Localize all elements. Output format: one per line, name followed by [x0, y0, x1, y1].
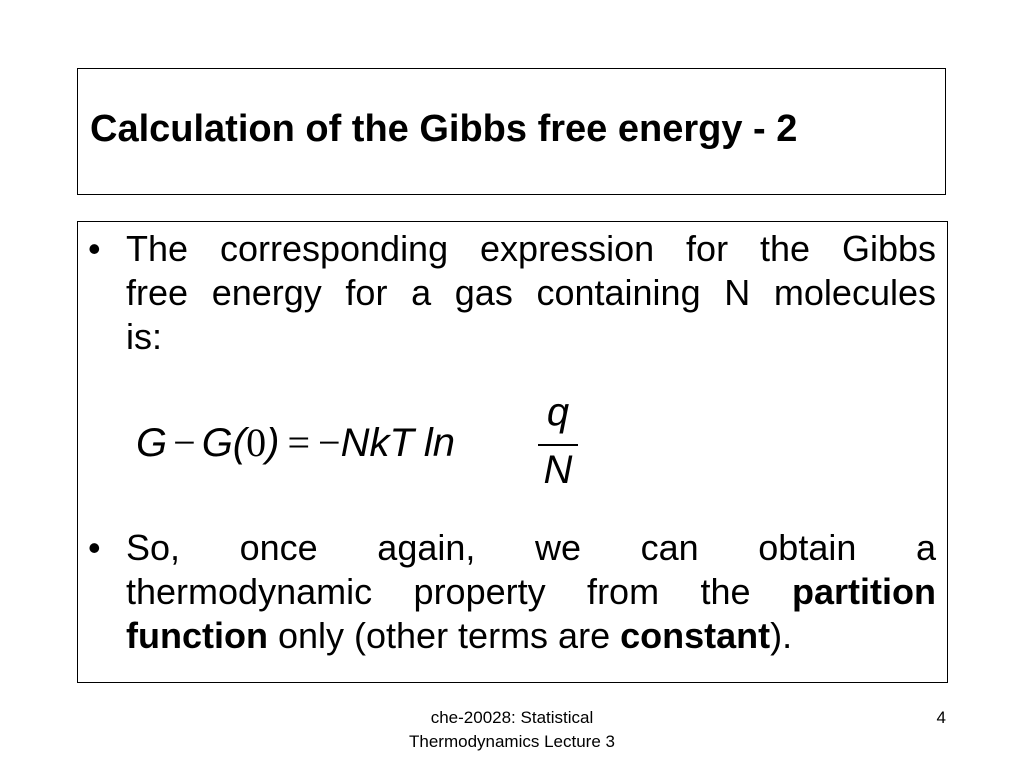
formula-NkT: NkT	[340, 421, 414, 465]
formula-equals: =	[287, 420, 311, 465]
page-number: 4	[936, 708, 946, 727]
bullet-2-line-2-text: thermodynamic property from the	[126, 571, 793, 612]
bullet-marker: •	[88, 527, 101, 568]
gibbs-formula	[136, 390, 596, 500]
formula-G: G	[136, 421, 168, 465]
bold-partition: partition	[792, 571, 936, 612]
formula-minus-1: −	[173, 420, 196, 465]
title-box	[77, 68, 946, 195]
bullet-1-line-2: free energy for a gas containing N molecules	[126, 272, 936, 313]
bullet-text-2	[126, 526, 936, 658]
fraction-bar	[538, 444, 578, 446]
formula-close-paren: )	[266, 421, 280, 465]
formula-fraction	[538, 390, 578, 500]
bullet-1-line-1: The corresponding expression for the Gibbs	[126, 228, 936, 269]
bullet-2-line-3-text: only (other terms are	[267, 615, 621, 656]
formula-minus-2: −	[318, 420, 341, 465]
footer-course-line-2: Thermodynamics Lecture 3	[409, 732, 615, 751]
bullet-2-line-3	[126, 614, 936, 658]
formula-G-paren: G(	[201, 421, 247, 465]
bullet-2-line-1: So, once again, we can obtain a	[126, 527, 936, 568]
bullet-2-line-2	[126, 570, 936, 614]
formula-zero: 0	[246, 420, 267, 465]
bullet-2-line-3-end: ).	[770, 615, 793, 656]
fraction-denominator: N	[543, 448, 573, 492]
bullet-text-1	[126, 227, 936, 359]
formula-ln: ln	[423, 421, 456, 465]
bold-function: function	[126, 615, 268, 656]
bold-constant: constant	[620, 615, 771, 656]
footer-course-line-1: che-20028: Statistical	[430, 708, 594, 727]
content-box	[77, 221, 948, 683]
formula-expression	[136, 419, 455, 466]
slide-title: Calculation of the Gibbs free energy - 2	[90, 108, 798, 150]
bullet-marker: •	[88, 228, 101, 269]
fraction-numerator: q	[546, 390, 570, 434]
footer-course	[384, 706, 640, 754]
bullet-1-line-3: is:	[126, 316, 162, 357]
